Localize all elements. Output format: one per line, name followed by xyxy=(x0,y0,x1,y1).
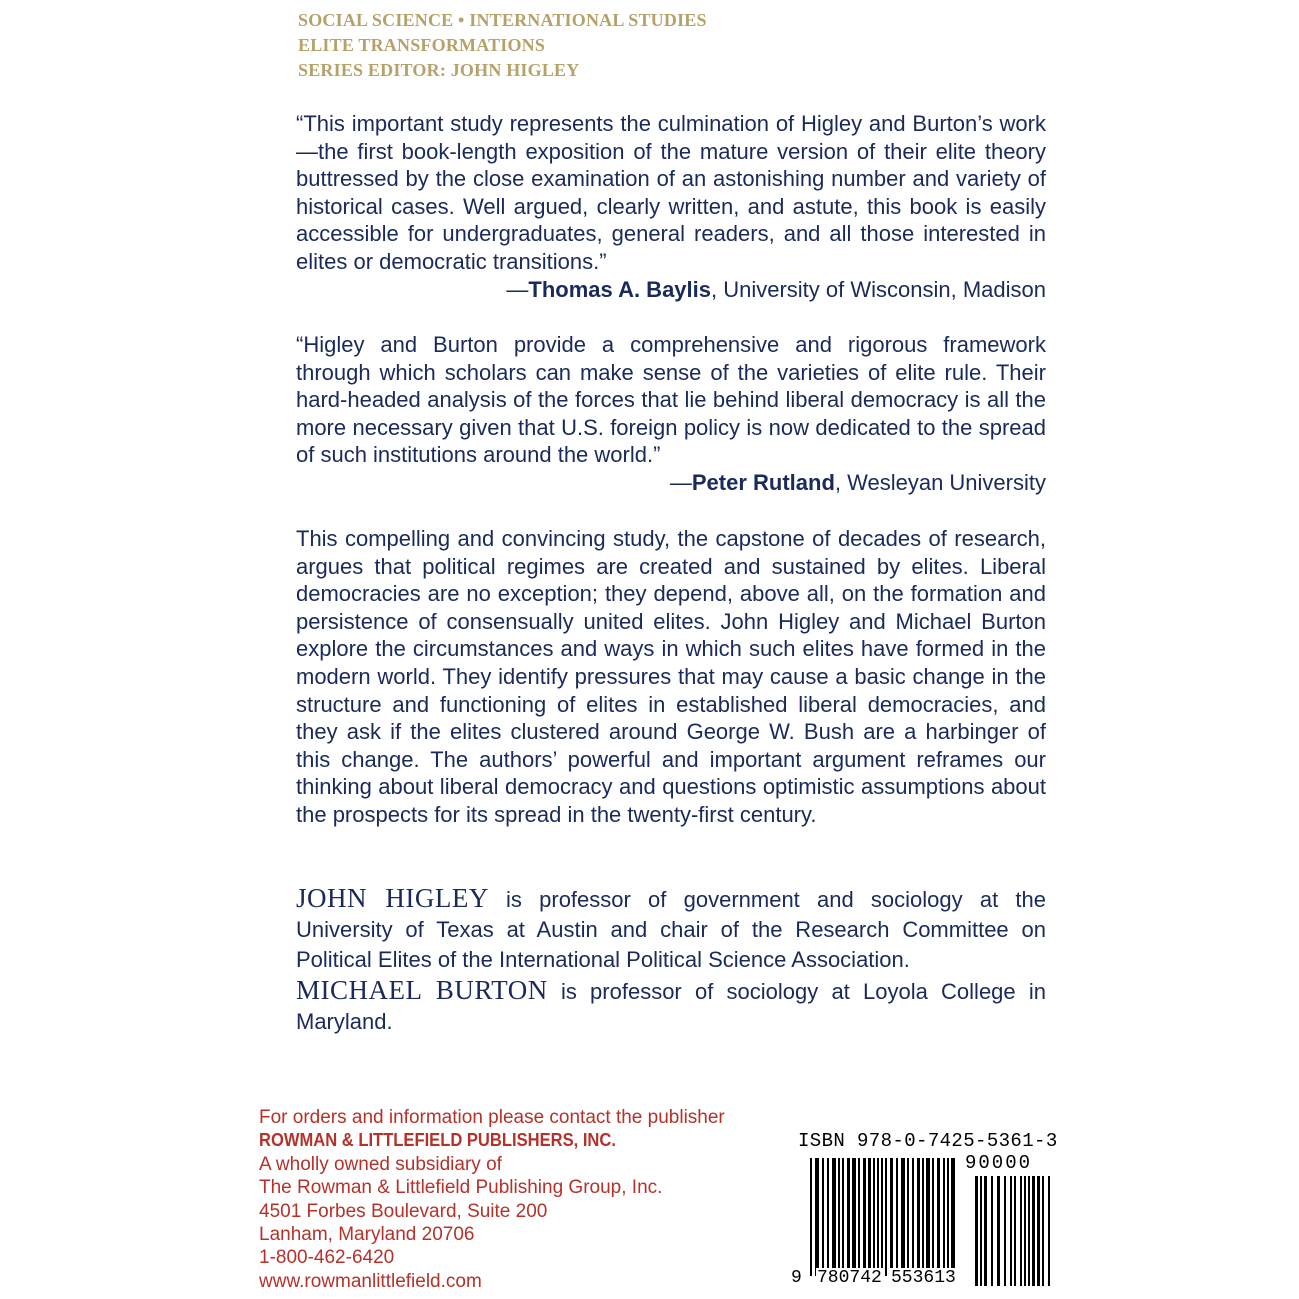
barcode-bar xyxy=(815,1158,819,1276)
barcode-bar xyxy=(842,1158,844,1276)
series-title: ELITE TRANSFORMATIONS xyxy=(298,35,546,55)
barcode-digits-left: 780742 xyxy=(817,1268,882,1288)
barcode-bar xyxy=(937,1158,940,1276)
publisher-contact-line: For orders and information please contact the publisher xyxy=(259,1107,725,1128)
barcode-addon-bar xyxy=(1010,1176,1012,1286)
attribution-dash: — xyxy=(506,276,529,302)
barcode-addon-bar xyxy=(1048,1176,1050,1286)
publisher-street: 4501 Forbes Boulevard, Suite 200 xyxy=(259,1200,548,1222)
barcode-addon-bar xyxy=(1014,1176,1016,1286)
barcode-bar xyxy=(881,1158,883,1276)
barcode-digits-right: 553613 xyxy=(891,1268,956,1288)
barcode-addon-bar xyxy=(1037,1176,1040,1286)
endorsement-2-text: “Higley and Burton provide a comprehensive and rigorous framework through which scholars can make sense of the varieties of elite rule. Their hard-headed analysis of the forces that lie behind liberal democracy is all the more necessary given that U.S. foreign policy is now dedicated to the spread of such institutions around the world.” xyxy=(296,332,1046,468)
endorsement-1-author: Thomas A. Baylis xyxy=(528,276,711,302)
publisher-phone: 1-800-462-6420 xyxy=(259,1247,395,1269)
author-name-higley: JOHN HIGLEY xyxy=(296,883,489,913)
barcode-bar xyxy=(896,1158,898,1276)
barcode-first-digit: 9 xyxy=(791,1268,802,1288)
barcode-bar xyxy=(858,1158,860,1276)
barcode-bar xyxy=(890,1158,893,1276)
barcode-addon-bar xyxy=(1028,1176,1030,1286)
publisher-city: Lanham, Maryland 20706 xyxy=(259,1224,475,1246)
barcode-bar xyxy=(926,1158,930,1276)
barcode-bar xyxy=(907,1158,909,1276)
barcode-bar xyxy=(943,1158,945,1276)
barcode-bar xyxy=(868,1158,871,1276)
barcode-addon-bar xyxy=(1042,1176,1044,1286)
endorsement-1-affiliation: , University of Wisconsin, Madison xyxy=(711,276,1046,302)
barcode-bar xyxy=(917,1158,920,1276)
isbn-number: ISBN 978-0-7425-5361-3 xyxy=(798,1130,1058,1152)
barcode-bar xyxy=(838,1158,840,1276)
attribution-dash: — xyxy=(669,469,692,495)
endorsement-1-text: “This important study represents the culmination of Higley and Burton’s work—the first book-length exposition of the mature version of their elite theory buttressed by the close examination of an astonishing number and variety of historical cases. Well argued, clearly written, and astute, this book is easily accessible for undergraduates, general readers, and all those interested in elites or democratic transitions.” xyxy=(296,111,1046,274)
barcode-bar xyxy=(922,1158,924,1276)
author-bio-text-higley: is professor of government and sociology at the University of Texas at Austin and chair of the Research Committee on Political Elites of the International Political Science Association. xyxy=(296,887,1046,972)
book-description xyxy=(296,525,1046,829)
isbn-barcode xyxy=(790,1128,1060,1288)
barcode-bar xyxy=(827,1158,829,1276)
endorsement-2-author: Peter Rutland xyxy=(691,469,835,495)
barcode-addon-bar xyxy=(991,1176,993,1286)
publisher-website: www.rowmanlittlefield.com xyxy=(259,1270,482,1292)
endorsement-1-attribution xyxy=(296,276,1046,304)
barcode-bar xyxy=(912,1158,914,1276)
endorsement-2-attribution xyxy=(296,469,1046,497)
series-editor: SERIES EDITOR: JOHN HIGLEY xyxy=(298,60,580,80)
barcode-bar xyxy=(932,1158,934,1276)
author-bio-higley xyxy=(296,883,1046,975)
barcode-bar xyxy=(852,1158,856,1276)
barcode-addon-bar xyxy=(984,1176,987,1286)
publisher-subsidiary: A wholly owned subsidiary of xyxy=(259,1153,502,1175)
barcode-bar xyxy=(947,1158,949,1276)
barcode-addon-bar xyxy=(1024,1176,1026,1286)
barcode-addon-bar xyxy=(997,1176,1000,1286)
series-subject: SOCIAL SCIENCE • INTERNATIONAL STUDIES xyxy=(298,10,707,30)
publisher-info xyxy=(259,1106,725,1293)
author-bio-burton xyxy=(296,975,1046,1037)
barcode-bar xyxy=(832,1158,836,1276)
barcode-bar xyxy=(877,1158,879,1276)
barcode-addon-bar xyxy=(980,1176,982,1286)
barcode-bar xyxy=(847,1158,850,1276)
barcode-bar xyxy=(951,1158,955,1276)
barcode-bar xyxy=(885,1158,887,1276)
author-bio-text-burton: is professor of sociology at Loyola College in Maryland. xyxy=(296,979,1046,1034)
endorsement-2-affiliation: , Wesleyan University xyxy=(834,469,1046,495)
endorsement-1 xyxy=(296,110,1046,304)
barcode-addon-bar xyxy=(1004,1176,1006,1286)
barcode-bar xyxy=(873,1158,875,1276)
barcode-bar xyxy=(901,1158,905,1276)
barcode-bar xyxy=(863,1158,866,1276)
publisher-name: ROWMAN & LITTLEFIELD PUBLISHERS, INC. xyxy=(259,1130,616,1151)
barcode-bar xyxy=(810,1158,812,1276)
endorsement-2 xyxy=(296,331,1046,497)
publisher-group: The Rowman & Littlefield Publishing Group, Inc. xyxy=(259,1177,663,1199)
barcode-bar xyxy=(822,1158,824,1276)
barcode-addon-bar xyxy=(975,1176,978,1286)
barcode-addon-bar xyxy=(1020,1176,1022,1286)
description-text: This compelling and convincing study, the capstone of decades of research, argues that political regimes are created and sustained by elites. Liberal democracies are no exception; they depend, above all, on the formation and persistence of consensually united elites. John Higley and Michael Burton explore the circumstances and ways in which such elites have formed in the modern world. They identify pressures that may cause a basic change in the structure and functioning of elites in established liberal democracies, and they ask if the elites clustered around George W. Bush are a harbinger of this change. The authors’ powerful and important argument reframes our thinking about liberal democracy and questions optimistic assumptions about the prospects for its spread in the twenty-first century. xyxy=(296,526,1046,827)
author-bios xyxy=(296,883,1046,1037)
price-code: 90000 xyxy=(965,1152,1033,1174)
barcode-addon-bar xyxy=(1032,1176,1035,1286)
author-name-burton: MICHAEL BURTON xyxy=(296,975,548,1005)
series-header xyxy=(298,8,707,83)
